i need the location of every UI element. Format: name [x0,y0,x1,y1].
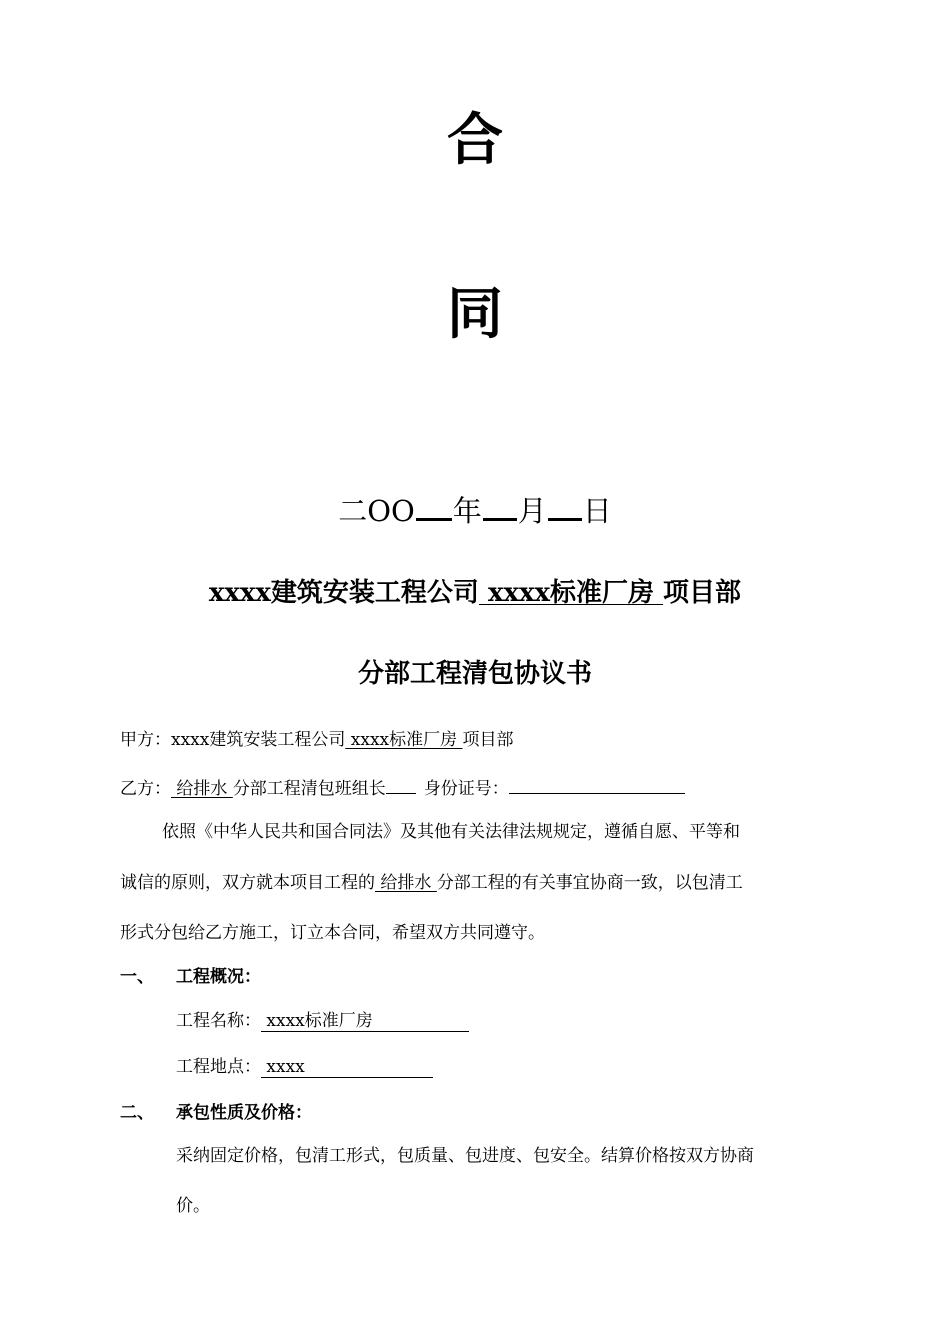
project-location-line [176,1055,433,1079]
day-label: 日 [582,494,612,528]
section-1-title: 工程概况： [176,967,261,987]
cover-title-char-1: 合 [447,107,503,173]
party-b-text: 分部工程清包班组长 [232,779,386,799]
section-2-line-2: 价。 [176,1196,210,1216]
party-b-label: 乙方： [120,779,171,799]
contract-heading [0,575,950,611]
intro-line-2-b: 分部工程的有关事宜协商一致，以包清工 [436,873,743,893]
section-2-title: 承包性质及价格： [176,1103,312,1123]
section-2-line-1: 采纳固定价格，包清工形式，包质量、包进度、包安全。结算价格按双方协商 [176,1146,754,1166]
party-b-trade: 给排水 [171,779,233,799]
party-b-line [120,775,685,801]
month-blank [483,490,517,521]
intro-line-2 [120,871,832,895]
party-a-line [120,728,514,752]
contract-subtitle: 分部工程清包协议书 [357,659,592,689]
intro-line-3: 形式分包给乙方施工，订立本合同，希望双方共同遵守。 [120,923,545,943]
section-1-heading [120,965,261,989]
project-location-label: 工程地点： [176,1057,261,1077]
project-name-value-wrap [261,1011,469,1032]
section-2-number: 二、 [120,1103,154,1123]
party-a-project: xxxx标准厂房 [345,730,463,750]
party-b-leader-blank [386,775,416,794]
intro-trade: 给排水 [375,873,437,893]
heading-company: xxxx建筑安装工程公司 [208,578,479,608]
cover-title-char-2: 同 [447,281,503,347]
project-name-value: xxxx标准厂房 [261,1011,373,1031]
project-location-value: xxxx [261,1057,305,1077]
section-2-heading [120,1101,312,1125]
year-label: 年 [452,494,482,528]
date-line [0,490,950,531]
section-1-number: 一、 [120,967,154,987]
heading-project: xxxx标准厂房 [478,578,664,608]
month-label: 月 [517,494,547,528]
intro-line-1: 依照《中华人民共和国合同法》及其他有关法律法规规定，遵循自愿、平等和 [162,822,740,842]
party-a-label: 甲方： [120,730,171,750]
heading-suffix: 项目部 [663,578,742,608]
party-a-company: xxxx建筑安装工程公司 [171,730,346,750]
party-b-id-label: 身份证号： [423,779,509,799]
date-prefix: 二OO [338,494,415,528]
project-name-line [176,1009,469,1033]
year-blank [416,490,452,521]
project-name-label: 工程名称： [176,1011,261,1031]
intro-line-2-a: 诚信的原则，双方就本项目工程的 [120,873,375,893]
party-a-suffix: 项目部 [462,730,514,750]
day-blank [548,490,582,521]
party-b-id-blank [509,775,685,794]
project-location-value-wrap [261,1057,433,1078]
